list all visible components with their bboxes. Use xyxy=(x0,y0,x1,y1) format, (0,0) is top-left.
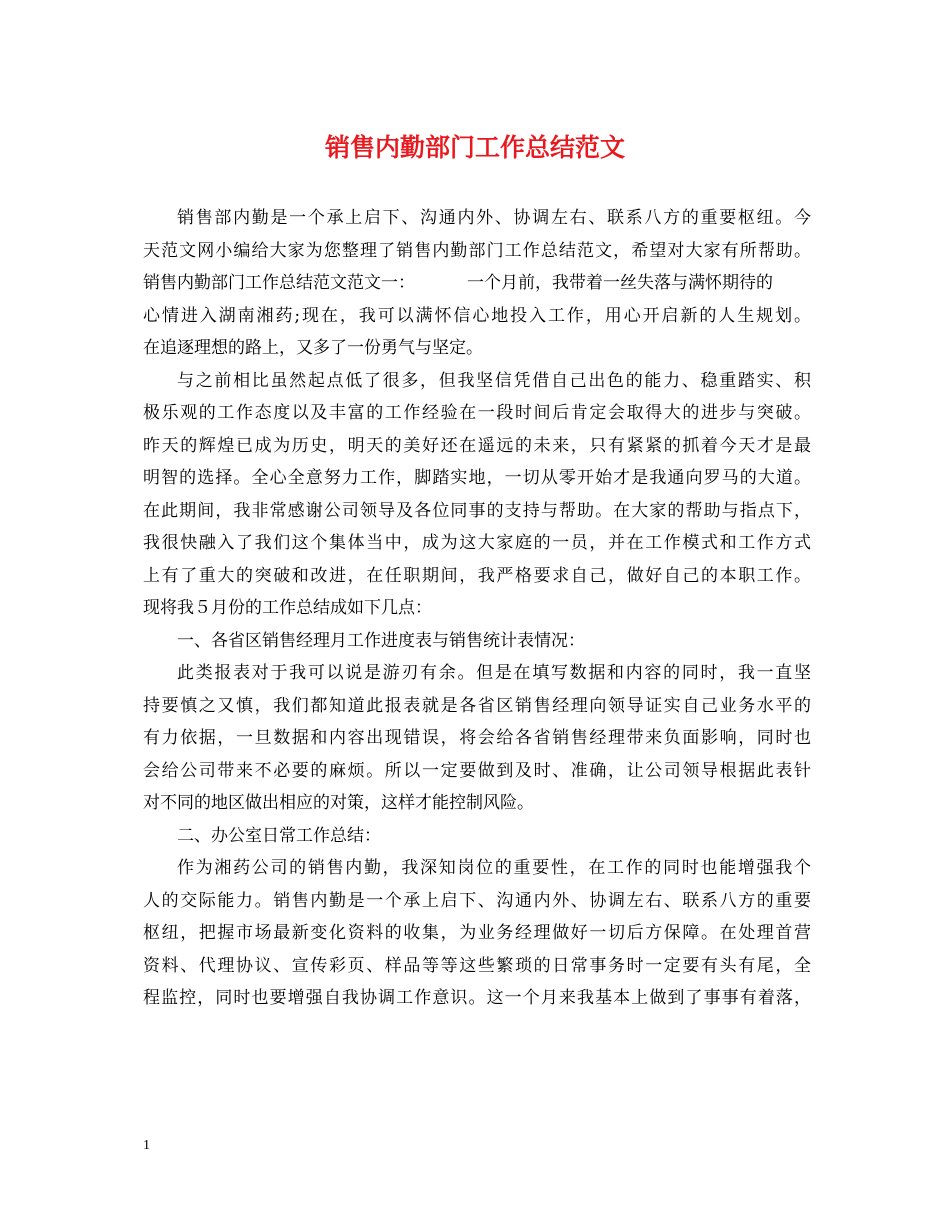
text-line: 作为湘药公司的销售内勤，我深知岗位的重要性，在工作的同时也能增强我个 xyxy=(177,858,811,878)
text-line: 心情进入湖南湘药;现在，我可以满怀信心地投入工作，用心开启新的人生规划。 xyxy=(143,305,811,326)
section-heading: 二、办公室日常工作总结： xyxy=(177,825,381,846)
text-line: 资料、代理协议、宣传彩页、样品等等这些繁琐的日常事务时一定要有头有尾，全 xyxy=(143,955,811,976)
text-line: 我很快融入了我们这个集体当中，成为这大家庭的一员，并在工作模式和工作方式 xyxy=(143,533,811,553)
text-line: 持要慎之又慎，我们都知道此报表就是各省区销售经理向领导证实自己业务水平的 xyxy=(143,695,811,716)
document-title: 销售内勤部门工作总结范文 xyxy=(324,133,625,162)
text-line: 程监控，同时也要增强自我协调工作意识。这一个月来我基本上做到了事事有着落， xyxy=(143,988,811,1008)
text-fragment: 一个月前，我带着一丝失落与满怀期待的 xyxy=(467,273,773,293)
text-line: 昨天的辉煌已成为历史，明天的美好还在遥远的未来，只有紧紧的抓着今天才是最 xyxy=(143,435,811,456)
text-line: 会给公司带来不必要的麻烦。所以一定要做到及时、准确，让公司领导根据此表针 xyxy=(143,760,811,781)
text-line: 天范文网小编给大家为您整理了销售内勤部门工作总结范文，希望对大家有所帮助。 xyxy=(143,240,811,261)
text-line: 枢纽，把握市场最新变化资料的收集，为业务经理做好一切后方保障。在处理首营 xyxy=(143,923,811,943)
page-number: 1 xyxy=(143,1138,150,1153)
text-line: 现将我５月份的工作总结成如下几点： xyxy=(143,598,432,618)
section-heading: 销售内勤部门工作总结范文范文一： xyxy=(143,273,415,293)
text-line xyxy=(143,267,811,300)
section-heading: 一、各省区销售经理月工作进度表与销售统计表情况： xyxy=(177,630,585,651)
text-line: 人的交际能力。销售内勤是一个承上启下、沟通内外、协调左右、联系八方的重要 xyxy=(143,890,811,911)
text-line: 在追逐理想的路上，又多了一份勇气与坚定。 xyxy=(143,338,483,358)
text-line: 有力依据，一旦数据和内容出现错误，将会给各省销售经理带来负面影响，同时也 xyxy=(143,728,811,748)
text-line: 极乐观的工作态度以及丰富的工作经验在一段时间后肯定会取得大的进步与突破。 xyxy=(143,403,811,423)
text-line: 在此期间，我非常感谢公司领导及各位同事的支持与帮助。在大家的帮助与指点下， xyxy=(143,500,811,521)
text-line: 上有了重大的突破和改进，在任职期间，我严格要求自己，做好自己的本职工作。 xyxy=(143,565,811,586)
text-line: 明智的选择。全心全意努力工作，脚踏实地，一切从零开始才是我通向罗马的大道。 xyxy=(143,468,811,488)
text-line: 与之前相比虽然起点低了很多，但我坚信凭借自己出色的能力、稳重踏实、积 xyxy=(177,370,811,391)
text-line: 对不同的地区做出相应的对策，这样才能控制风险。 xyxy=(143,793,534,813)
text-line: 此类报表对于我可以说是游刃有余。但是在填写数据和内容的同时，我一直坚 xyxy=(177,663,811,683)
document-body xyxy=(143,202,811,1015)
text-line: 销售部内勤是一个承上启下、沟通内外、协调左右、联系八方的重要枢纽。今 xyxy=(177,208,811,228)
